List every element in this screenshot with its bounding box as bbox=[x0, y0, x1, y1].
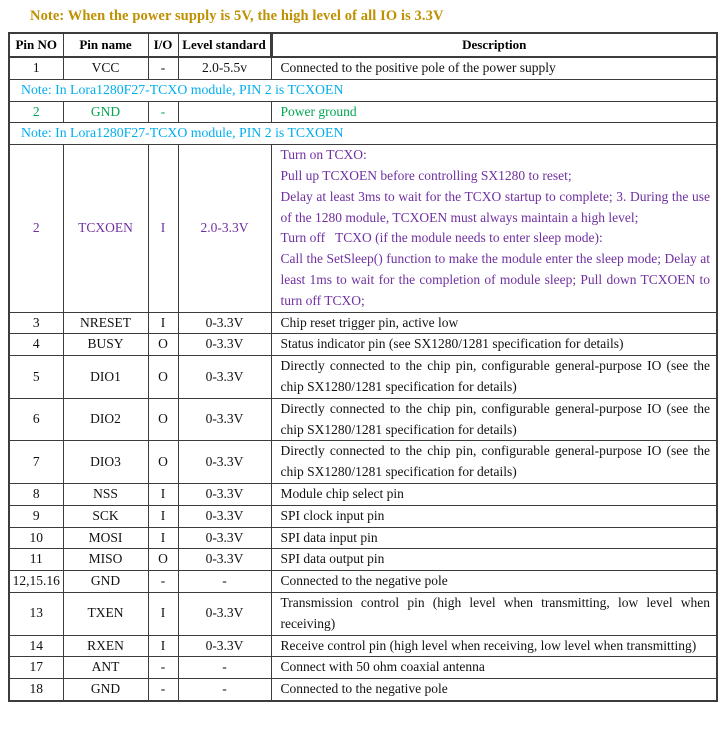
pin-row bbox=[9, 356, 717, 399]
pin-name-cell: TCXOEN bbox=[63, 145, 148, 312]
io-cell: O bbox=[148, 441, 178, 484]
pin-row bbox=[9, 145, 717, 312]
pin-no-cell: 7 bbox=[9, 441, 63, 484]
pin-no-cell: 18 bbox=[9, 679, 63, 701]
pin-row bbox=[9, 505, 717, 527]
description-cell: Connected to the negative pole bbox=[271, 571, 717, 593]
pin-row bbox=[9, 57, 717, 79]
pin-row bbox=[9, 571, 717, 593]
pin-row bbox=[9, 441, 717, 484]
pin-row bbox=[9, 527, 717, 549]
description-cell: Connected to the negative pole bbox=[271, 679, 717, 701]
col-header-pin-name: Pin name bbox=[63, 33, 148, 57]
io-cell: I bbox=[148, 527, 178, 549]
level-cell: 2.0-3.3V bbox=[178, 145, 271, 312]
level-cell: 0-3.3V bbox=[178, 356, 271, 399]
io-cell: I bbox=[148, 145, 178, 312]
pin-name-cell: DIO3 bbox=[63, 441, 148, 484]
page-title: Note: When the power supply is 5V, the high level of all IO is 3.3V bbox=[30, 8, 444, 24]
level-cell: 0-3.3V bbox=[178, 483, 271, 505]
io-cell: I bbox=[148, 505, 178, 527]
level-cell: 0-3.3V bbox=[178, 549, 271, 571]
io-cell: I bbox=[148, 483, 178, 505]
pin-no-cell: 3 bbox=[9, 312, 63, 334]
note-row bbox=[9, 79, 717, 101]
pin-name-cell: ANT bbox=[63, 657, 148, 679]
description-line: Turn on TCXO: bbox=[280, 147, 367, 163]
col-header-level-standard: Level standard bbox=[178, 33, 271, 57]
description-cell: Directly connected to the chip pin, configurable general-purpose IO (see the chip SX1280/1281 specification for details) bbox=[271, 398, 717, 441]
description-line: Pull up TCXOEN before controlling SX1280 to reset; bbox=[280, 167, 572, 183]
level-cell: 0-3.3V bbox=[178, 592, 271, 635]
pin-row bbox=[9, 312, 717, 334]
description-cell: Transmission control pin (high level when transmitting, low level when receiving) bbox=[271, 592, 717, 635]
description-cell: Power ground bbox=[271, 101, 717, 123]
level-cell: 0-3.3V bbox=[178, 527, 271, 549]
pin-no-cell: 6 bbox=[9, 398, 63, 441]
level-cell: 0-3.3V bbox=[178, 441, 271, 484]
io-cell: - bbox=[148, 101, 178, 123]
pin-no-cell: 2 bbox=[9, 101, 63, 123]
description-cell: Directly connected to the chip pin, configurable general-purpose IO (see the chip SX1280/1281 specification for details) bbox=[271, 356, 717, 399]
pin-no-cell: 8 bbox=[9, 483, 63, 505]
pin-no-cell: 14 bbox=[9, 635, 63, 657]
io-cell: O bbox=[148, 398, 178, 441]
pin-name-cell: GND bbox=[63, 101, 148, 123]
description-cell: Connect with 50 ohm coaxial antenna bbox=[271, 657, 717, 679]
pin-row bbox=[9, 101, 717, 123]
description-cell: Directly connected to the chip pin, configurable general-purpose IO (see the chip SX1280/1281 specification for details) bbox=[271, 441, 717, 484]
note-row bbox=[9, 123, 717, 145]
level-cell: - bbox=[178, 679, 271, 701]
pin-row bbox=[9, 398, 717, 441]
pin-name-cell: GND bbox=[63, 679, 148, 701]
pin-row bbox=[9, 635, 717, 657]
header-row bbox=[9, 33, 717, 57]
col-header-pin-no: Pin NO bbox=[9, 33, 63, 57]
note-text: Note: In Lora1280F27-TCXO module, PIN 2 is TCXOEN bbox=[9, 79, 717, 101]
pin-row bbox=[9, 679, 717, 701]
level-cell: - bbox=[178, 657, 271, 679]
pin-table-body bbox=[9, 57, 717, 701]
level-cell: - bbox=[178, 571, 271, 593]
pin-no-cell: 13 bbox=[9, 592, 63, 635]
pin-name-cell: TXEN bbox=[63, 592, 148, 635]
pin-row bbox=[9, 592, 717, 635]
io-cell: - bbox=[148, 571, 178, 593]
io-cell: - bbox=[148, 657, 178, 679]
pin-no-cell: 1 bbox=[9, 57, 63, 79]
pin-no-cell: 17 bbox=[9, 657, 63, 679]
description-line: Turn off TCXO (if the module needs to enter sleep mode): bbox=[280, 230, 603, 246]
col-header-description: Description bbox=[271, 33, 717, 57]
io-cell: O bbox=[148, 334, 178, 356]
io-cell: O bbox=[148, 356, 178, 399]
description-cell: Receive control pin (high level when receiving, low level when transmitting) bbox=[271, 635, 717, 657]
pin-row bbox=[9, 549, 717, 571]
pin-name-cell: VCC bbox=[63, 57, 148, 79]
level-cell: 0-3.3V bbox=[178, 312, 271, 334]
level-cell: 0-3.3V bbox=[178, 398, 271, 441]
col-header-io: I/O bbox=[148, 33, 178, 57]
pin-name-cell: GND bbox=[63, 571, 148, 593]
pin-no-cell: 11 bbox=[9, 549, 63, 571]
description-cell: Status indicator pin (see SX1280/1281 specification for details) bbox=[271, 334, 717, 356]
pin-row bbox=[9, 483, 717, 505]
io-cell: - bbox=[148, 679, 178, 701]
io-cell: I bbox=[148, 635, 178, 657]
note-text: Note: In Lora1280F27-TCXO module, PIN 2 is TCXOEN bbox=[9, 123, 717, 145]
pin-name-cell: BUSY bbox=[63, 334, 148, 356]
pin-name-cell: NSS bbox=[63, 483, 148, 505]
pin-name-cell: RXEN bbox=[63, 635, 148, 657]
level-cell bbox=[178, 101, 271, 123]
pin-name-cell: DIO2 bbox=[63, 398, 148, 441]
pin-no-cell: 4 bbox=[9, 334, 63, 356]
level-cell: 2.0-5.5v bbox=[178, 57, 271, 79]
description-cell: Module chip select pin bbox=[271, 483, 717, 505]
pin-no-cell: 10 bbox=[9, 527, 63, 549]
pin-row bbox=[9, 657, 717, 679]
pin-description-table bbox=[8, 32, 718, 702]
pin-no-cell: 2 bbox=[9, 145, 63, 312]
pin-name-cell: DIO1 bbox=[63, 356, 148, 399]
description-cell: Chip reset trigger pin, active low bbox=[271, 312, 717, 334]
pin-no-cell: 9 bbox=[9, 505, 63, 527]
io-cell: O bbox=[148, 549, 178, 571]
description-cell bbox=[271, 145, 717, 312]
io-cell: I bbox=[148, 592, 178, 635]
io-cell: - bbox=[148, 57, 178, 79]
pin-name-cell: MISO bbox=[63, 549, 148, 571]
description-line: Call the SetSleep() function to make the module enter the sleep mode; Delay at least 1ms to wait for the completion of module sleep; Pull down TCXOEN to turn off TCXO; bbox=[280, 251, 710, 308]
description-cell: SPI clock input pin bbox=[271, 505, 717, 527]
pin-name-cell: NRESET bbox=[63, 312, 148, 334]
description-cell: SPI data output pin bbox=[271, 549, 717, 571]
io-cell: I bbox=[148, 312, 178, 334]
pin-no-cell: 12,15.16 bbox=[9, 571, 63, 593]
description-cell: Connected to the positive pole of the power supply bbox=[271, 57, 717, 79]
level-cell: 0-3.3V bbox=[178, 334, 271, 356]
pin-row bbox=[9, 334, 717, 356]
pin-name-cell: SCK bbox=[63, 505, 148, 527]
pin-name-cell: MOSI bbox=[63, 527, 148, 549]
level-cell: 0-3.3V bbox=[178, 505, 271, 527]
description-cell: SPI data input pin bbox=[271, 527, 717, 549]
level-cell: 0-3.3V bbox=[178, 635, 271, 657]
pin-no-cell: 5 bbox=[9, 356, 63, 399]
description-line: Delay at least 3ms to wait for the TCXO startup to complete; 3. During the use of the 1280 module, TCXOEN must always maintain a high level; bbox=[280, 188, 710, 225]
